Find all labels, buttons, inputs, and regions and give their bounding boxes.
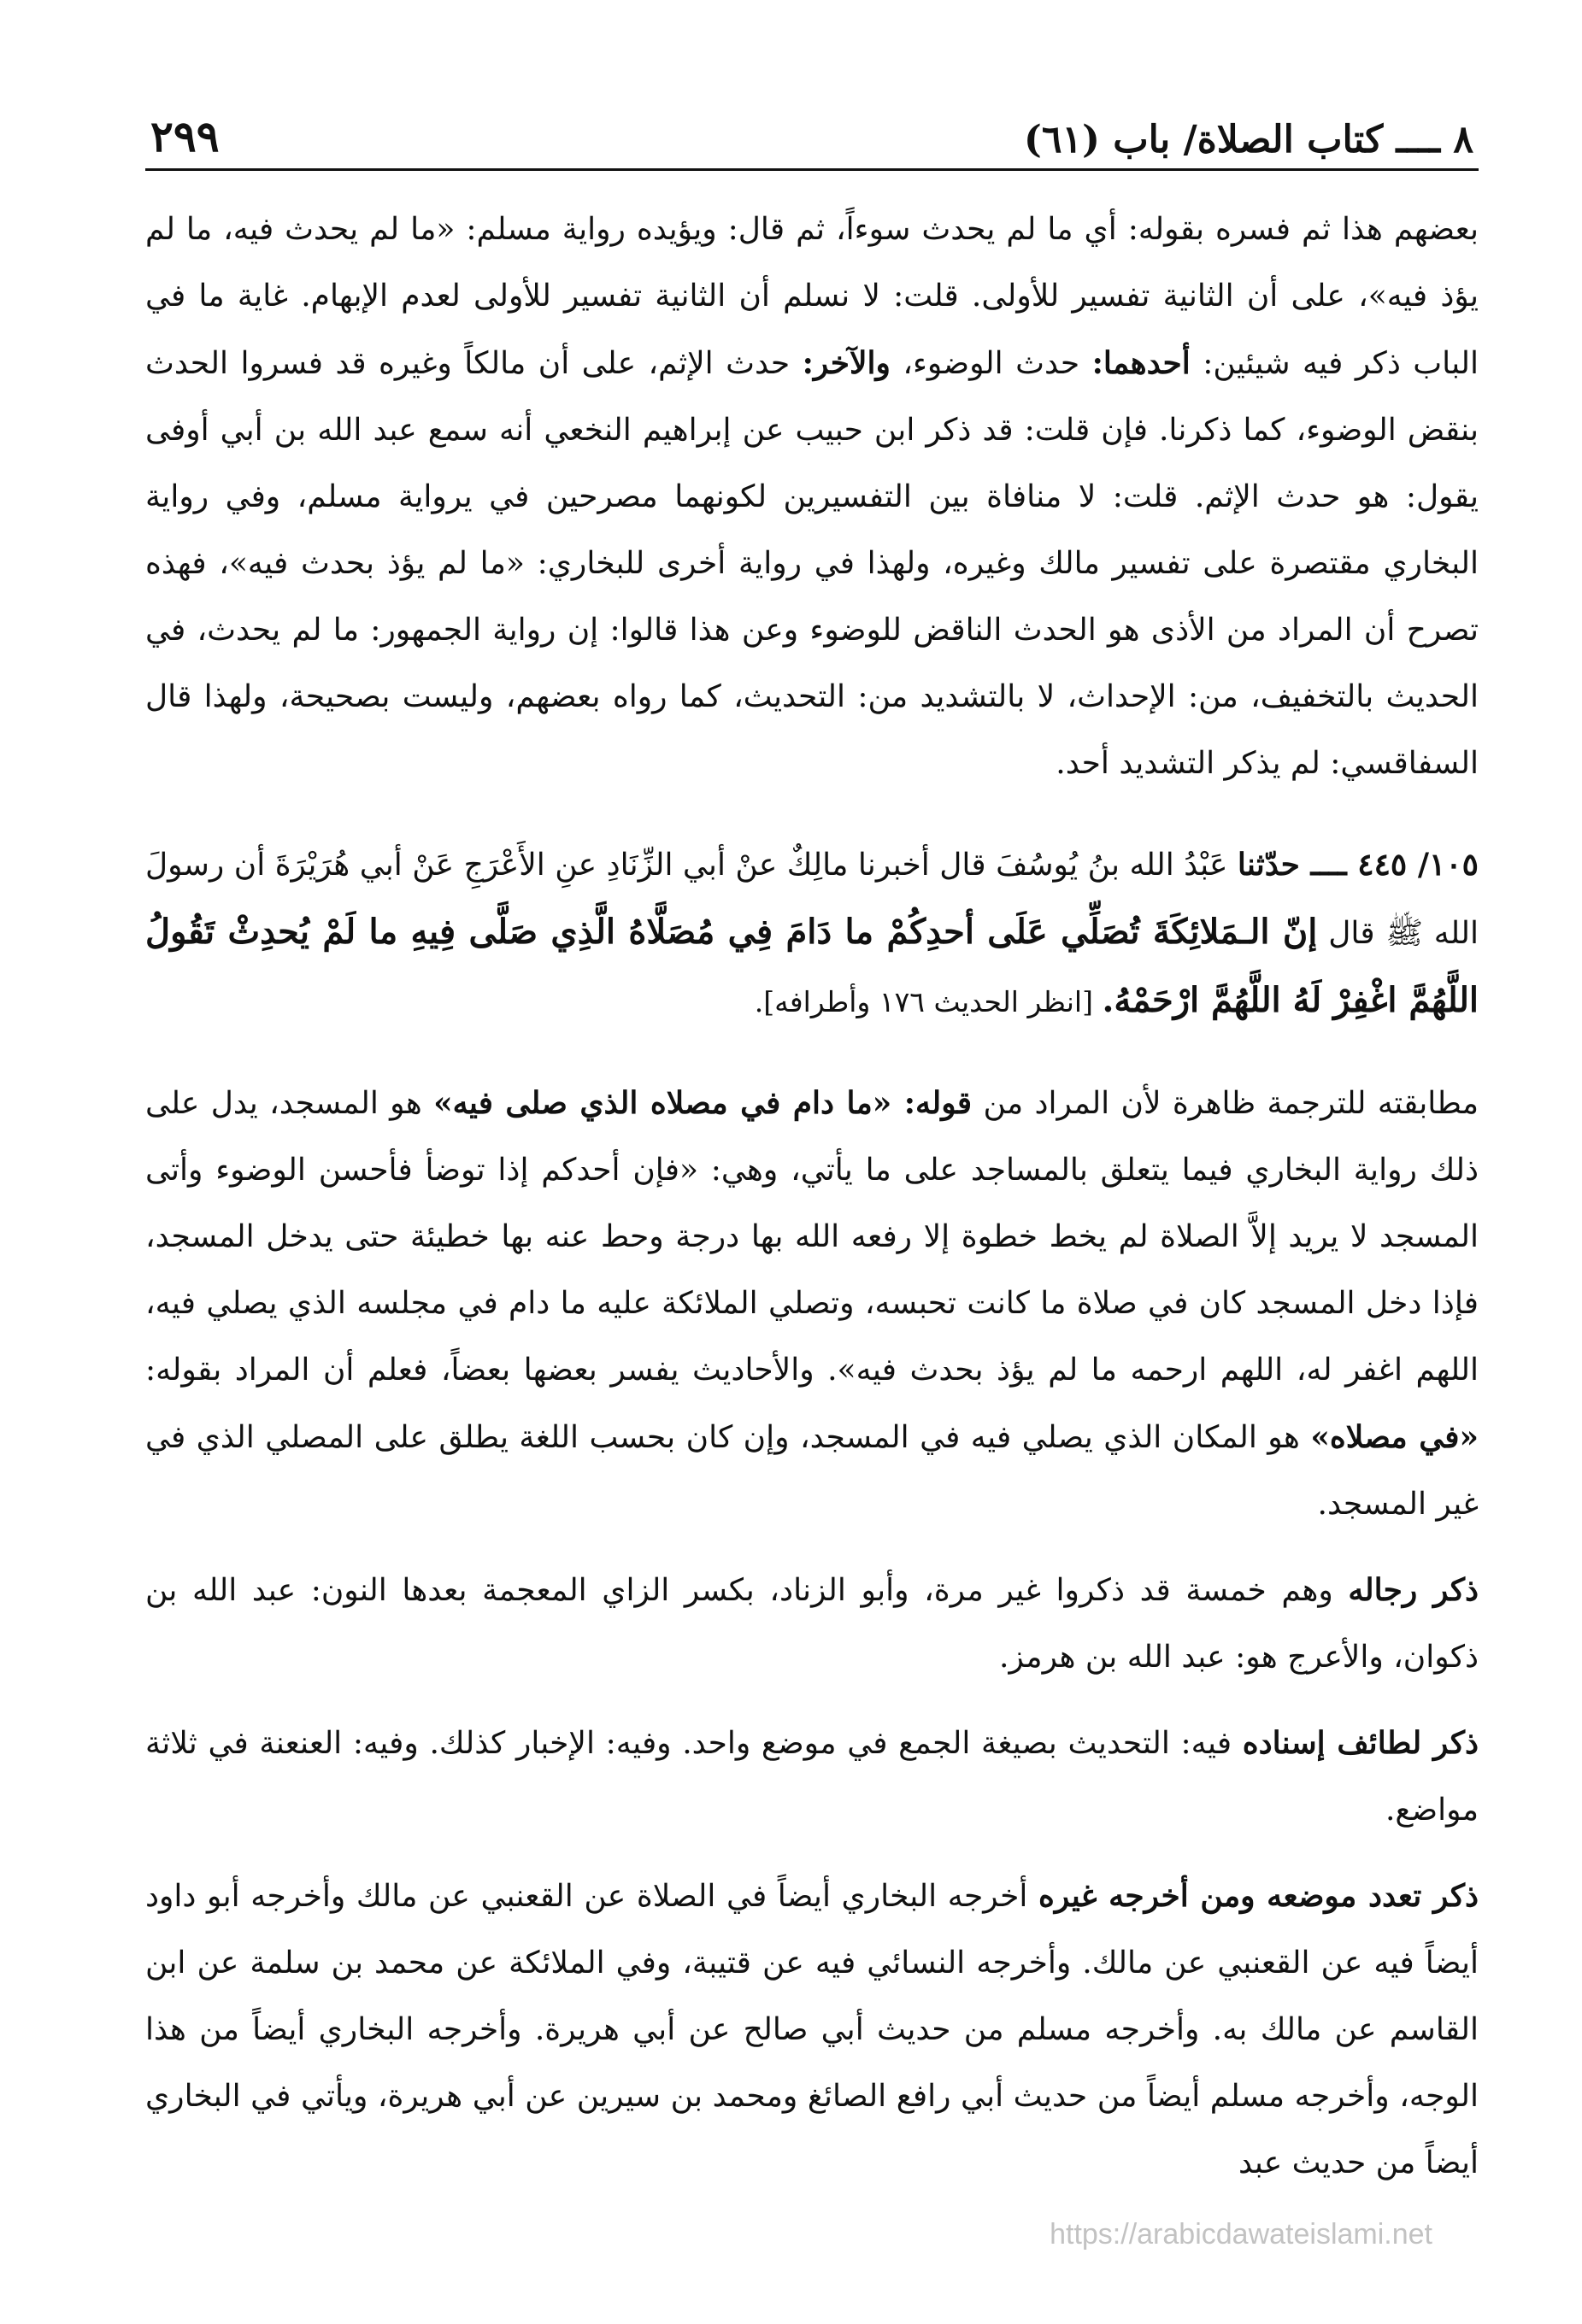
page-number: ٢٩٩ — [150, 111, 220, 161]
hadith-number: ١٠٥/ ٤٤٥ ــــ حدّثنا — [1237, 847, 1479, 883]
bold-term: أحدهما: — [1091, 345, 1191, 381]
hadith-matn: إنّ الـمَلائِكَةَ تُصَلِّي عَلَى أحدِكُمْ ما دَامَ فِي مُصَلَّاهُ الَّذِي صَلَّى فِيهِ ما لَمْ يُحدِثْ تَقُولُ اللَّهُمَّ اغْفِرْ لَهُ اللَّهُمَّ ارْحَمْهُ. — [145, 912, 1479, 1020]
page-content — [145, 197, 1479, 2197]
hadith-text — [145, 831, 1479, 1036]
narrators-section: ذكر رجاله وهم خمسة قد ذكروا غير مرة، وأبو الزناد، بكسر الزاي المعجمة بعدها النون: عبد الله بن ذكوان، والأعرج هو: عبد الله بن هرمز. — [145, 1572, 1479, 1675]
bold-term: «في مصلاه» — [1310, 1419, 1479, 1455]
watermark: https://arabicdawateislami.net — [1050, 2218, 1432, 2251]
section-heading: ذكر تعدد موضعه ومن أخرجه غيره — [1038, 1878, 1479, 1914]
bold-term: قوله: «ما دام في مصلاه الذي صلى فيه» — [433, 1085, 973, 1121]
running-title: ٨ ــــ كتاب الصلاة/ باب (٦١) — [1024, 118, 1473, 161]
bold-term: والآخر: — [802, 345, 891, 381]
book-page — [145, 103, 1479, 2197]
section-heading: ذكر لطائف إسناده — [1242, 1725, 1479, 1761]
hadith-reference: [انظر الحديث ١٧٦ وأطرافه]. — [754, 985, 1103, 1018]
isnad-subtleties-section: ذكر لطائف إسناده فيه: التحديث بصيغة الجمع في موضع واحد. وفيه: الإخبار كذلك. وفيه: العنعنة في ثلاثة مواضع. — [145, 1725, 1479, 1828]
hadith-chain: عَبْدُ الله بنُ يُوسُفَ قال أخبرنا مالِكٌ عنْ أبي الزِّنَادِ عنِ الأَعْرَجِ عَنْ أبي هُرَيْرَةَ أن رسولَ الله ﷺ قال — [145, 848, 1479, 951]
section-heading: ذكر رجاله — [1348, 1572, 1479, 1608]
sources-section: ذكر تعدد موضعه ومن أخرجه غيره أخرجه البخاري أيضاً في الصلاة عن القعنبي عن مالك وأخرجه أبو داود أيضاً فيه عن القعنبي عن مالك. وأخرجه النسائي فيه عن قتيبة، وفي الملائكة عن محمد بن سلمة عن ابن القاسم عن مالك به. وأخرجه مسلم من حديث أبي صالح عن أبي هريرة. وأخرجه البخاري أيضاً من هذا الوجه، وأخرجه مسلم أيضاً من حديث أبي رافع الصائغ ومحمد بن سيرين عن أبي هريرة، ويأتي في البخاري أيضاً من حديث عبد — [145, 1878, 1479, 2180]
commentary-paragraph-1: بعضهم هذا ثم فسره بقوله: أي ما لم يحدث سوءاً، ثم قال: ويؤيده رواية مسلم: «ما لم يحدث فيه، ما لم يؤذ فيه»، على أن الثانية تفسير للأولى. قلت: لا نسلم أن الثانية تفسير للأولى لعدم الإبهام. غاية ما في الباب ذكر فيه شيئين: أحدهما: حدث الوضوء، والآخر: حدث الإثم، على أن مالكاً وغيره قد فسروا الحدث بنقض الوضوء، كما ذكرنا. فإن قلت: قد ذكر ابن حبيب عن إبراهيم النخعي أنه سمع عبد الله بن أبي أوفى يقول: هو حدث الإثم. قلت: لا منافاة بين التفسيرين لكونهما مصرحين في يرواية مسلم، وفي رواية البخاري مقتصرة على تفسير مالك وغيره، ولهذا في رواية أخرى للبخاري: «ما لم يؤذ بحدث فيه»، فهذه تصرح أن المراد من الأذى هو الحدث الناقض للوضوء وعن هذا قالوا: إن رواية الجمهور: ما لم يحدث، في الحديث بالتخفيف، من: الإحداث، لا بالتشديد من: التحديث، كما رواه بعضهم، وليست بصحيحة، ولهذا قال السفاقسي: لم يذكر التشديد أحد. — [145, 212, 1479, 781]
commentary-paragraph-2: مطابقته للترجمة ظاهرة لأن المراد من قوله: «ما دام في مصلاه الذي صلى فيه» هو المسجد، يدل على ذلك رواية البخاري فيما يتعلق بالمساجد على ما يأتي، وهي: «فإن أحدكم إذا توضأ فأحسن الوضوء وأتى المسجد لا يريد إلاَّ الصلاة لم يخط خطوة إلا رفعه الله بها درجة وحط عنه بها خطيئة حتى يدخل المسجد، فإذا دخل المسجد كان في صلاة ما كانت تحبسه، وتصلي الملائكة عليه ما دام في مجلسه الذي يصلي فيه، اللهم اغفر له، اللهم ارحمه ما لم يؤذ بحدث فيه». والأحاديث يفسر بعضها بعضاً، فعلم أن المراد بقوله: «في مصلاه» هو المكان الذي يصلي فيه في المسجد، وإن كان بحسب اللغة يطلق على المصلي الذي في غير المسجد. — [145, 1085, 1479, 1522]
page-header — [145, 103, 1479, 171]
